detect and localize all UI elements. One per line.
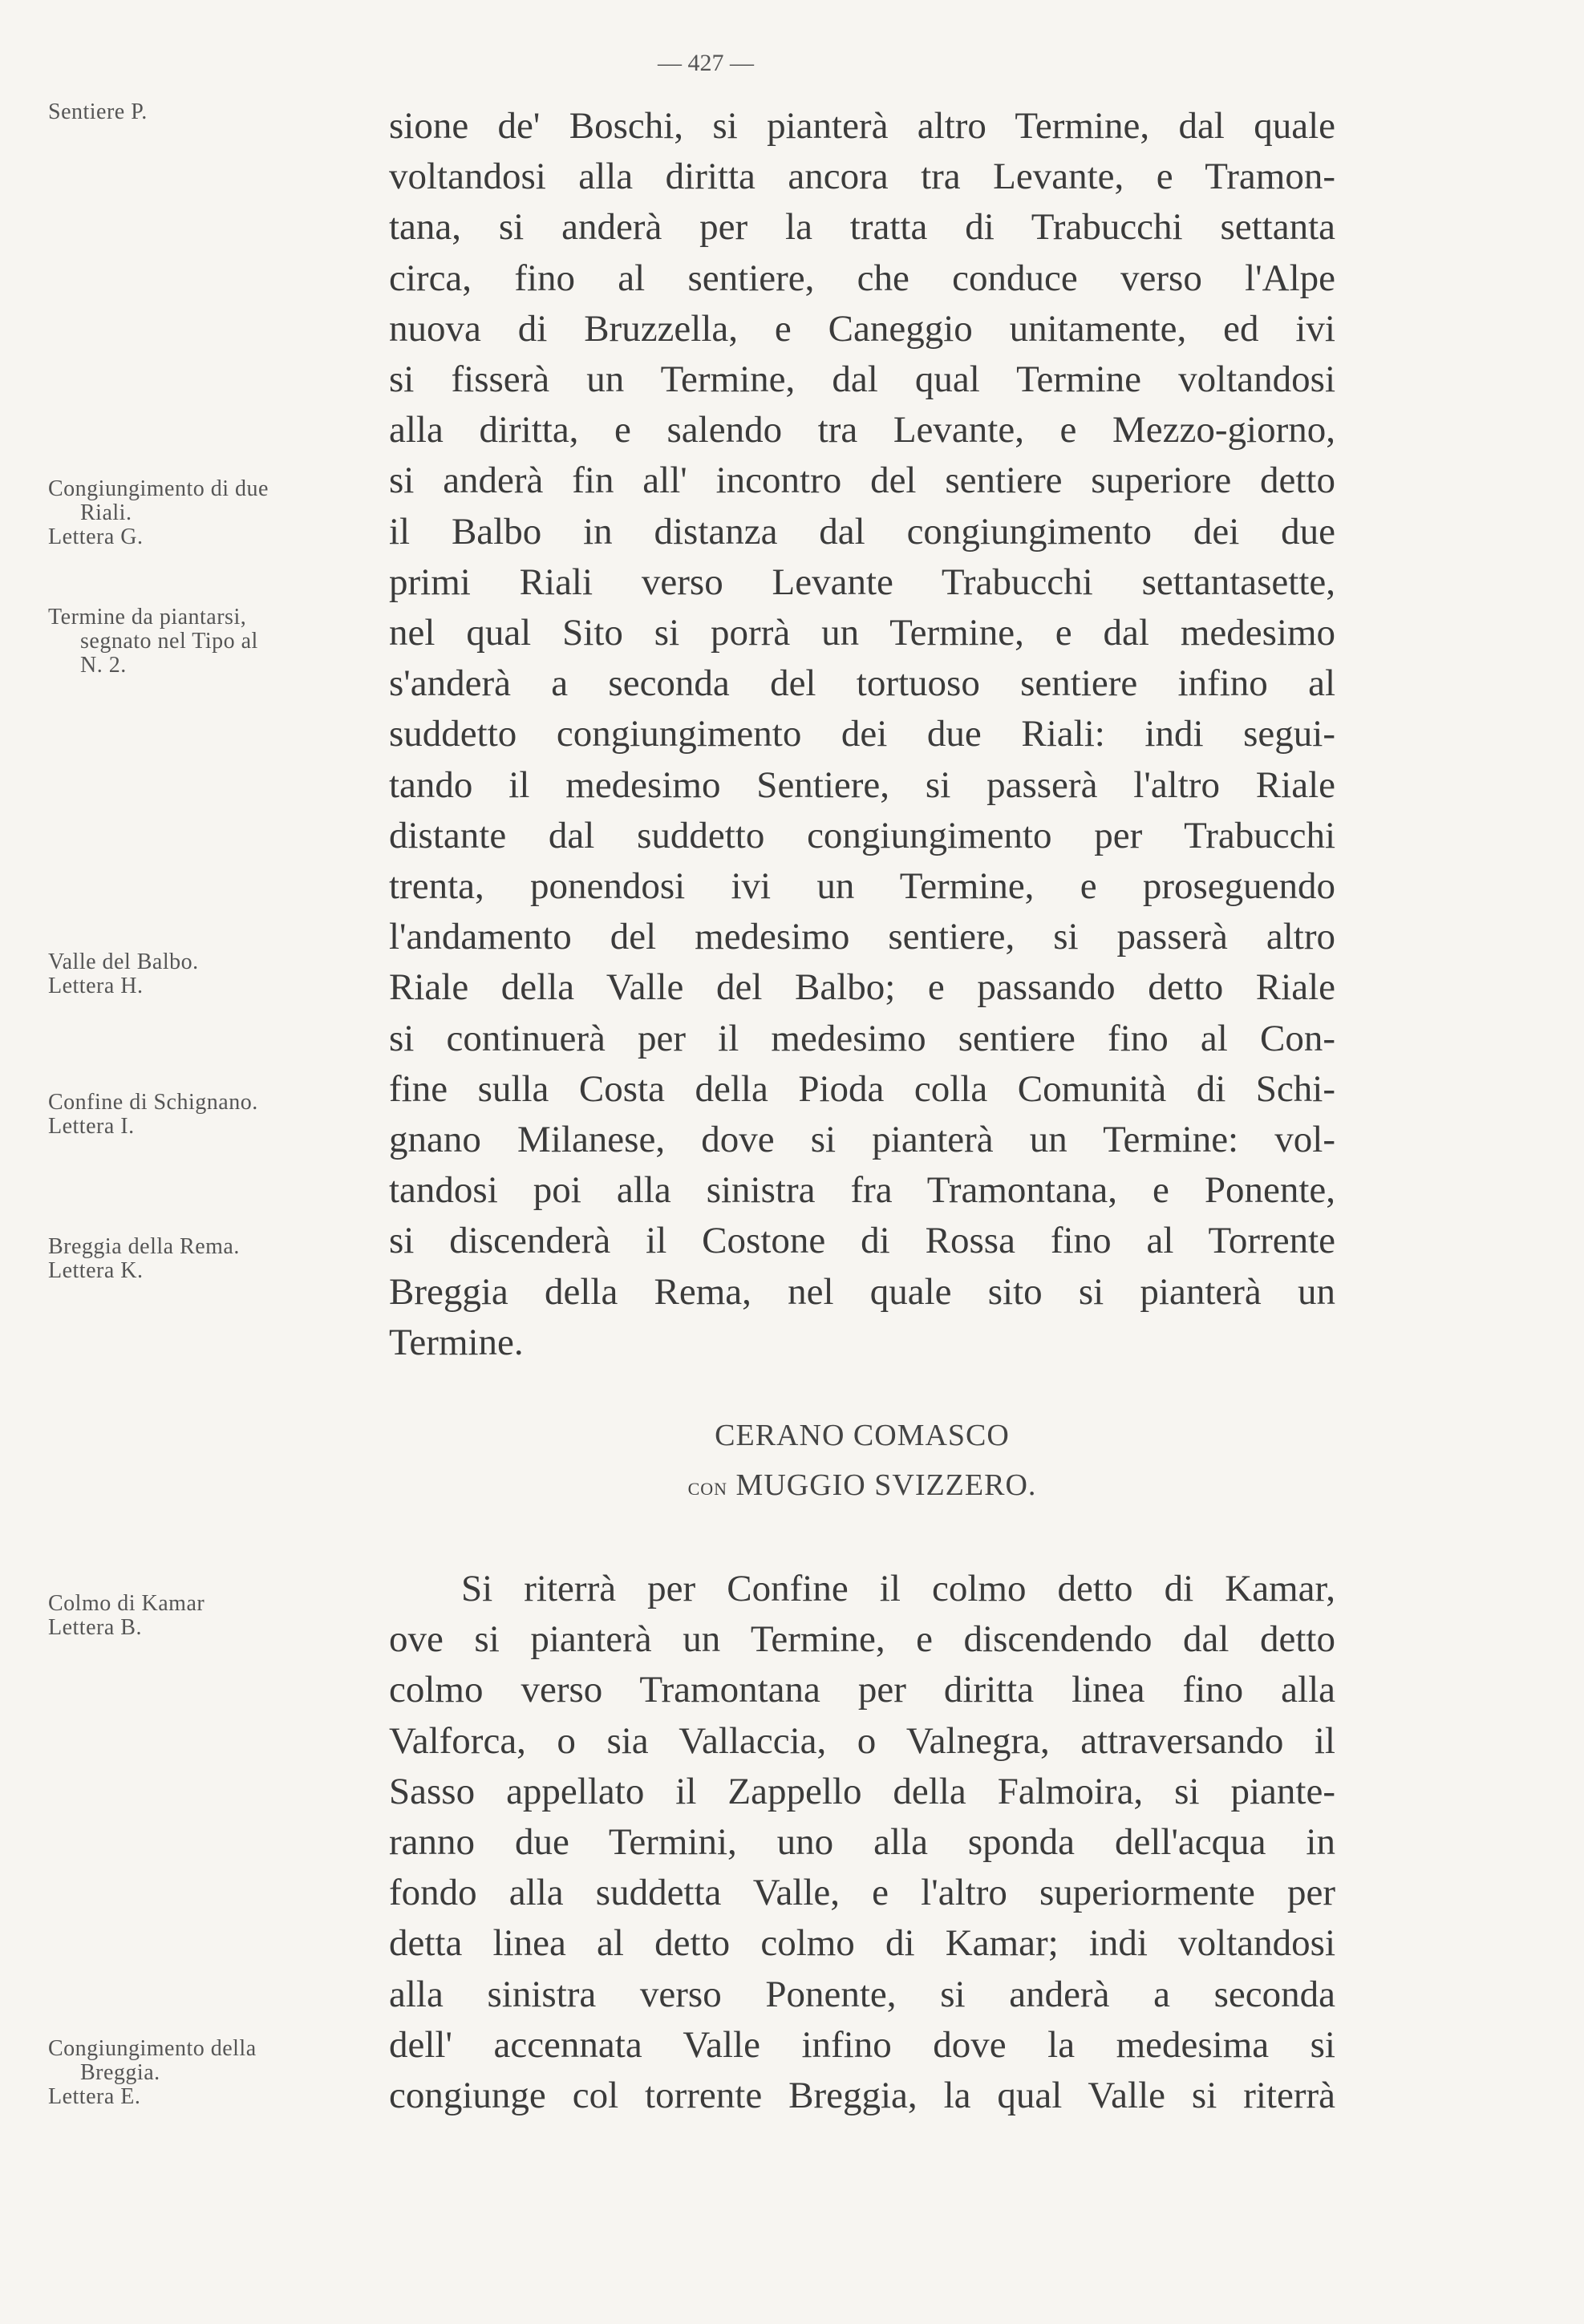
text-line: sione de' Boschi, si pianterà altro Termine, dal quale: [389, 105, 1335, 147]
margin-note-confine-schignano: Confine di Schignano. Lettera I.: [48, 1090, 258, 1139]
margin-note-congiungimento-riali: Congiungimento di due Riali. Lettera G.: [48, 476, 269, 549]
text-line: fine sulla Costa della Pioda colla Comunità di Schi-: [389, 1067, 1335, 1110]
text-line: si fisserà un Termine, dal qual Termine voltandosi: [389, 358, 1335, 401]
text-line: colmo verso Tramontana per diritta linea fino alla: [389, 1669, 1335, 1711]
text-line: dell' accennata Valle infino dove la medesima si: [389, 2023, 1335, 2066]
text-line: ranno due Termini, uno alla sponda dell'acqua in: [389, 1821, 1335, 1864]
text-line: si anderà fin all' incontro del sentiere superiore detto: [389, 460, 1335, 502]
text-line: detta linea al detto colmo di Kamar; indi voltandosi: [389, 1922, 1335, 1965]
heading-muggio: MUGGIO SVIZZERO.: [735, 1468, 1037, 1502]
text-line: si continuerà per il medesimo sentiere fino al Con-: [389, 1017, 1335, 1059]
section-subheading: [389, 1468, 1335, 1503]
page-number: — 427 —: [658, 50, 754, 76]
text-line: Sasso appellato il Zappello della Falmoira, si piante-: [389, 1770, 1335, 1812]
margin-note-termine: Termine da piantarsi, segnato nel Tipo al N. 2.: [48, 605, 258, 678]
text-line: tandosi poi alla sinistra fra Tramontana, e Ponente,: [389, 1169, 1335, 1212]
margin-note-sentiere: Sentiere P.: [48, 99, 148, 124]
text-line: tana, si anderà per la tratta di Trabucchi settanta: [389, 206, 1335, 249]
margin-note-colmo-kamar: Colmo di Kamar Lettera B.: [48, 1591, 205, 1640]
text-line: tando il medesimo Sentiere, si passerà l'altro Riale: [389, 763, 1335, 806]
margin-note-breggia-rema: Breggia della Rema. Lettera K.: [48, 1234, 240, 1283]
text-line: circa, fino al sentiere, che conduce verso l'Alpe: [389, 257, 1335, 299]
text-line: distante dal suddetto congiungimento per Trabucchi: [389, 814, 1335, 856]
body-paragraph-2: [389, 1564, 1335, 2121]
text-line: Riale della Valle del Balbo; e passando detto Riale: [389, 966, 1335, 1009]
text-line: s'anderà a seconda del tortuoso sentiere infino al: [389, 662, 1335, 705]
text-line: Valforca, o sia Vallaccia, o Valnegra, attraversando il: [389, 1719, 1335, 1762]
text-line: fondo alla suddetta Valle, e l'altro superiormente per: [389, 1872, 1335, 1914]
text-line: nel qual Sito si porrà un Termine, e dal medesimo: [389, 612, 1335, 654]
text-line: si discenderà il Costone di Rossa fino al Torrente: [389, 1220, 1335, 1262]
text-line: trenta, ponendosi ivi un Termine, e proseguendo: [389, 865, 1335, 908]
heading-con: CON: [687, 1479, 728, 1499]
text-line: suddetto congiungimento dei due Riali: indi segui-: [389, 713, 1335, 755]
text-line: alla diritta, e salendo tra Levante, e Mezzo-giorno,: [389, 409, 1335, 451]
section-heading: CERANO COMASCO: [715, 1419, 1010, 1452]
text-line: l'andamento del medesimo sentiere, si passerà altro: [389, 916, 1335, 958]
text-line: congiunge col torrente Breggia, la qual Valle si riterrà: [389, 2075, 1335, 2117]
text-line: voltandosi alla diritta ancora tra Levante, e Tramon-: [389, 156, 1335, 198]
text-line: Breggia della Rema, nel quale sito si pianterà un: [389, 1270, 1335, 1313]
body-paragraph-1: [389, 101, 1335, 1368]
text-line: Si riterrà per Confine il colmo detto di Kamar,: [461, 1568, 1335, 1609]
margin-note-valle-balbo: Valle del Balbo. Lettera H.: [48, 949, 199, 998]
text-line: il Balbo in distanza dal congiungimento dei due: [389, 510, 1335, 553]
text-line: Termine.: [389, 1321, 524, 1363]
text-line: ove si pianterà un Termine, e discendendo dal detto: [389, 1618, 1335, 1661]
text-line: primi Riali verso Levante Trabucchi settantasette,: [389, 561, 1335, 603]
text-line: gnano Milanese, dove si pianterà un Termine: vol-: [389, 1119, 1335, 1161]
margin-note-congiungimento-breggia: Congiungimento della Breggia. Lettera E.: [48, 2036, 257, 2109]
text-line: alla sinistra verso Ponente, si anderà a seconda: [389, 1973, 1335, 2015]
text-line: nuova di Bruzzella, e Caneggio unitamente, ed ivi: [389, 307, 1335, 350]
